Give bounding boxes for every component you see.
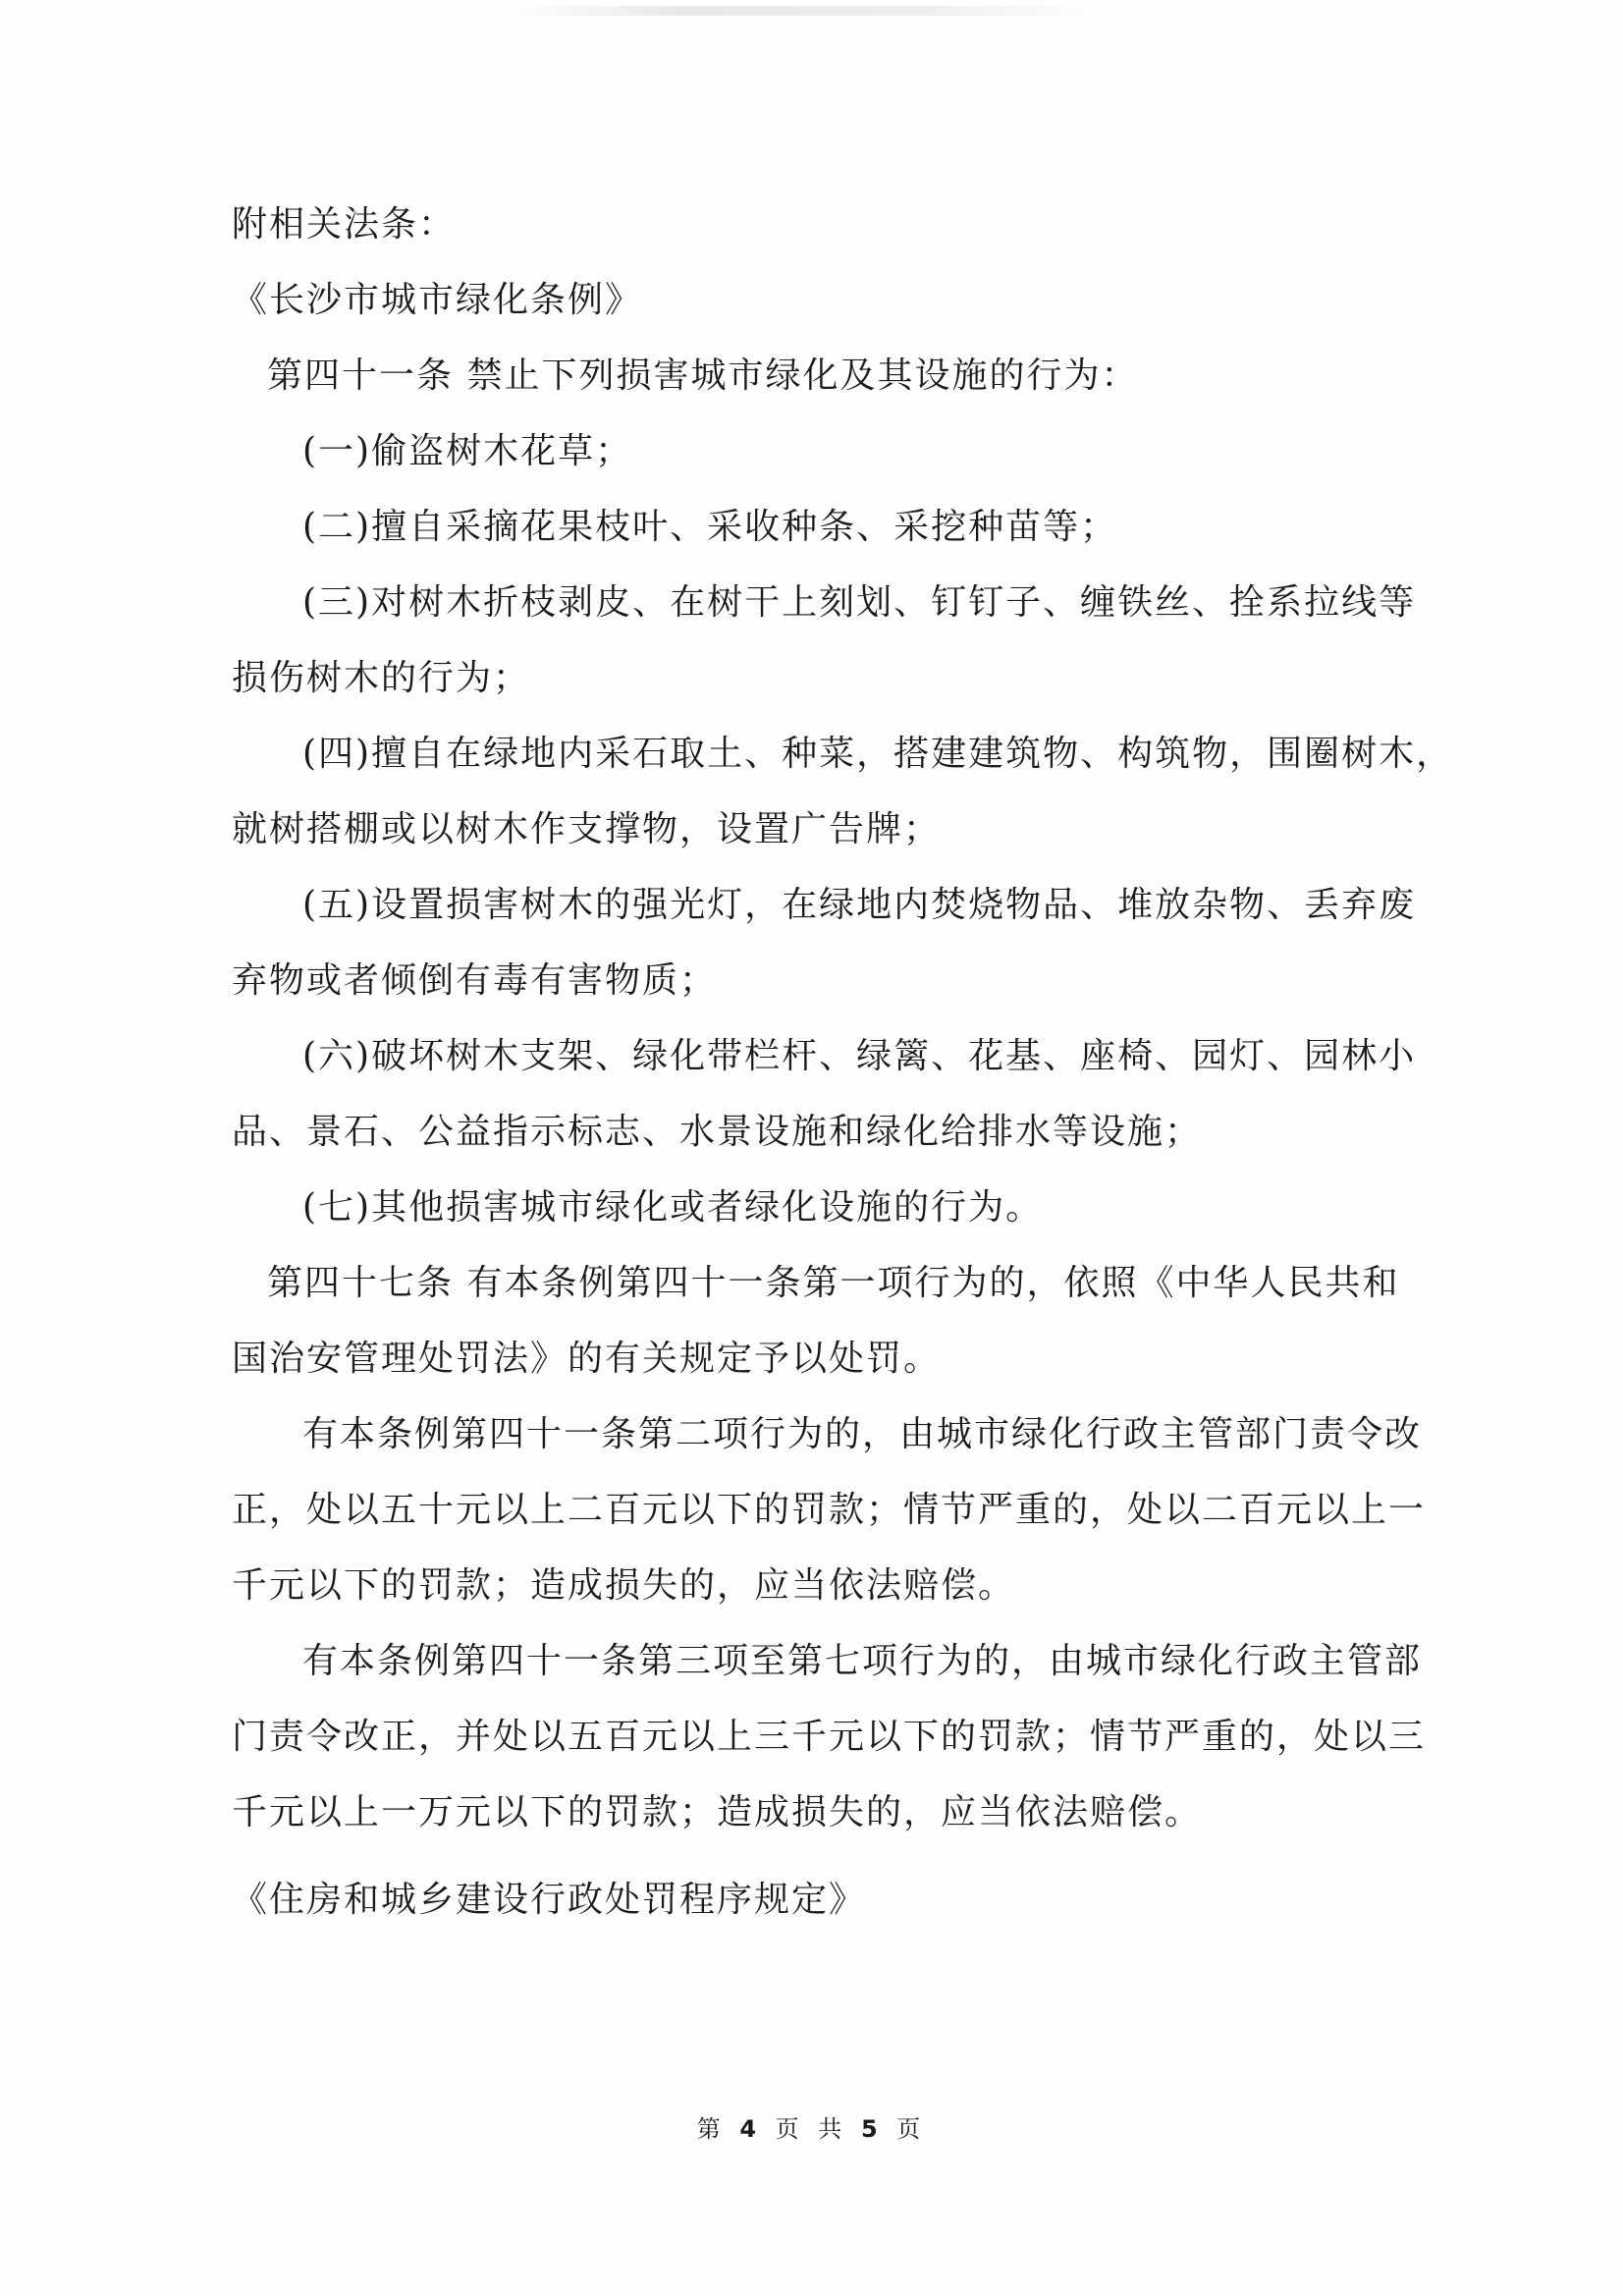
article-41-item: (五)设置损害树木的强光灯，在绿地内焚烧物品、堆放杂物、丢弃废 bbox=[302, 885, 1417, 925]
article-47-paragraph-continued: 千元以上一万元以下的罚款；造成损失的，应当依法赔偿。 bbox=[232, 1792, 1203, 1832]
article-41-item-continued: 品、景石、公益指示标志、水景设施和绿化给排水等设施； bbox=[232, 1112, 1203, 1152]
article-47-paragraph: 有本条例第四十一条第三项至第七项行为的，由城市绿化行政主管部 bbox=[302, 1641, 1423, 1681]
article-41-intro: 第四十一条 禁止下列损害城市绿化及其设施的行为： bbox=[267, 355, 1139, 396]
article-47-paragraph: 有本条例第四十一条第二项行为的，由城市绿化行政主管部门责令改 bbox=[302, 1414, 1423, 1454]
article-41-item-continued: 弃物或者倾倒有毒有害物质； bbox=[232, 960, 718, 1001]
footer-middle: 页 共 bbox=[775, 2115, 848, 2143]
scan-artifact bbox=[511, 6, 1100, 16]
article-41-item-continued: 就树搭棚或以树木作支撑物，设置广告牌； bbox=[232, 809, 942, 849]
article-41-item: (七)其他损害城市绿化或者绿化设施的行为。 bbox=[302, 1187, 1044, 1228]
current-page-number: 4 bbox=[739, 2115, 763, 2143]
total-pages-number: 5 bbox=[860, 2115, 884, 2143]
article-41-item: (六)破坏树木支架、绿化带栏杆、绿篱、花基、座椅、园灯、园林小 bbox=[302, 1036, 1417, 1076]
article-41-item: (一)偷盗树木花草； bbox=[302, 431, 633, 471]
article-47-paragraph: 第四十七条 有本条例第四十一条第一项行为的，依照《中华人民共和 bbox=[267, 1263, 1400, 1303]
article-47-paragraph-continued: 国治安管理处罚法》的有关规定予以处罚。 bbox=[232, 1339, 942, 1379]
article-41-item: (二)擅自采摘花果枝叶、采收种条、采挖种苗等； bbox=[302, 507, 1118, 547]
document-body bbox=[232, 187, 1454, 1850]
footer-prefix: 第 bbox=[696, 2115, 727, 2143]
heading: 附相关法条： bbox=[232, 204, 457, 245]
article-41-item: (三)对树木折枝剥皮、在树干上刻划、钉钉子、缠铁丝、拴系拉线等 bbox=[302, 582, 1417, 623]
footer-suffix: 页 bbox=[896, 2115, 927, 2143]
law-title: 《长沙市城市绿化条例》 bbox=[232, 280, 643, 320]
article-41-item-continued: 损伤树木的行为； bbox=[232, 658, 531, 698]
article-47-paragraph-continued: 千元以下的罚款；造成损失的，应当依法赔偿。 bbox=[232, 1565, 1016, 1606]
article-47-paragraph-continued: 门责令改正，并处以五百元以上三千元以下的罚款；情节严重的，处以三 bbox=[232, 1717, 1427, 1757]
law-title: 《住房和城乡建设行政处罚程序规定》 bbox=[232, 1880, 867, 1920]
page-footer bbox=[0, 2109, 1623, 2144]
article-47-paragraph-continued: 正，处以五十元以上二百元以下的罚款；情节严重的，处以二百元以上一 bbox=[232, 1490, 1427, 1530]
article-41-item: (四)擅自在绿地内采石取土、种菜，搭建建筑物、构筑物，围圈树木， bbox=[302, 734, 1454, 774]
